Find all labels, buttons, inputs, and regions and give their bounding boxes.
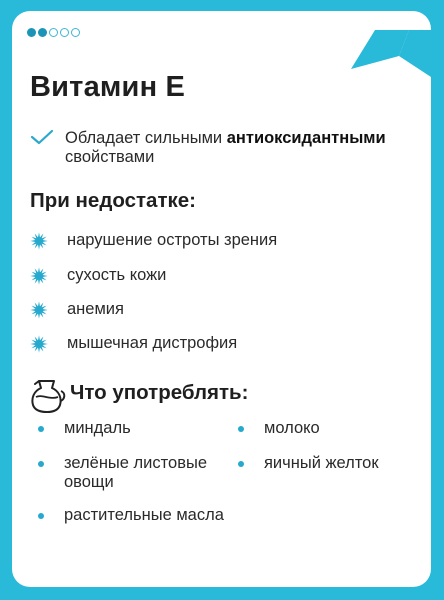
deficiency-item [30, 266, 166, 285]
source-item-label: зелёные листовые овощи [64, 454, 207, 491]
starburst-icon [30, 232, 48, 250]
pager-dot [71, 28, 80, 37]
source-item-label: молоко [264, 419, 320, 437]
source-item [64, 454, 224, 492]
source-item-label: растительные масла [64, 506, 224, 524]
page-indicator [27, 28, 80, 37]
source-item-label: миндаль [64, 419, 131, 437]
deficiency-heading: При недостатке: [30, 189, 196, 212]
intro-bold: антиоксидантными [226, 129, 386, 147]
starburst-icon [30, 301, 48, 319]
intro-after: свойствами [65, 148, 155, 166]
check-icon [30, 129, 54, 145]
deficiency-item-label: сухость кожи [67, 266, 167, 284]
pager-dot [27, 28, 36, 37]
info-card [12, 11, 431, 587]
bullet-dot [38, 513, 44, 519]
pager-dot [49, 28, 58, 37]
source-item [64, 506, 224, 525]
source-item [264, 454, 424, 473]
source-item [64, 419, 224, 438]
page-title: Витамин Е [30, 71, 186, 103]
intro-text [65, 129, 425, 167]
bullet-dot [238, 461, 244, 467]
deficiency-item-label: мышечная дистрофия [67, 334, 238, 352]
deficiency-item [30, 334, 237, 353]
jug-icon [28, 376, 66, 414]
starburst-icon [30, 267, 48, 285]
pager-dot [38, 28, 47, 37]
intro-before: Обладает сильными [65, 129, 227, 147]
deficiency-item [30, 231, 277, 250]
starburst-icon [30, 335, 48, 353]
corner-decoration [351, 11, 431, 77]
bullet-dot [38, 426, 44, 432]
source-item-label: яичный желток [264, 454, 379, 472]
sources-heading: Что употреблять: [70, 381, 249, 404]
source-item [264, 419, 424, 438]
deficiency-item [30, 300, 124, 319]
deficiency-item-label: нарушение остроты зрения [67, 231, 278, 249]
pager-dot [60, 28, 69, 37]
bullet-dot [238, 426, 244, 432]
bullet-dot [38, 461, 44, 467]
deficiency-item-label: анемия [67, 300, 124, 318]
